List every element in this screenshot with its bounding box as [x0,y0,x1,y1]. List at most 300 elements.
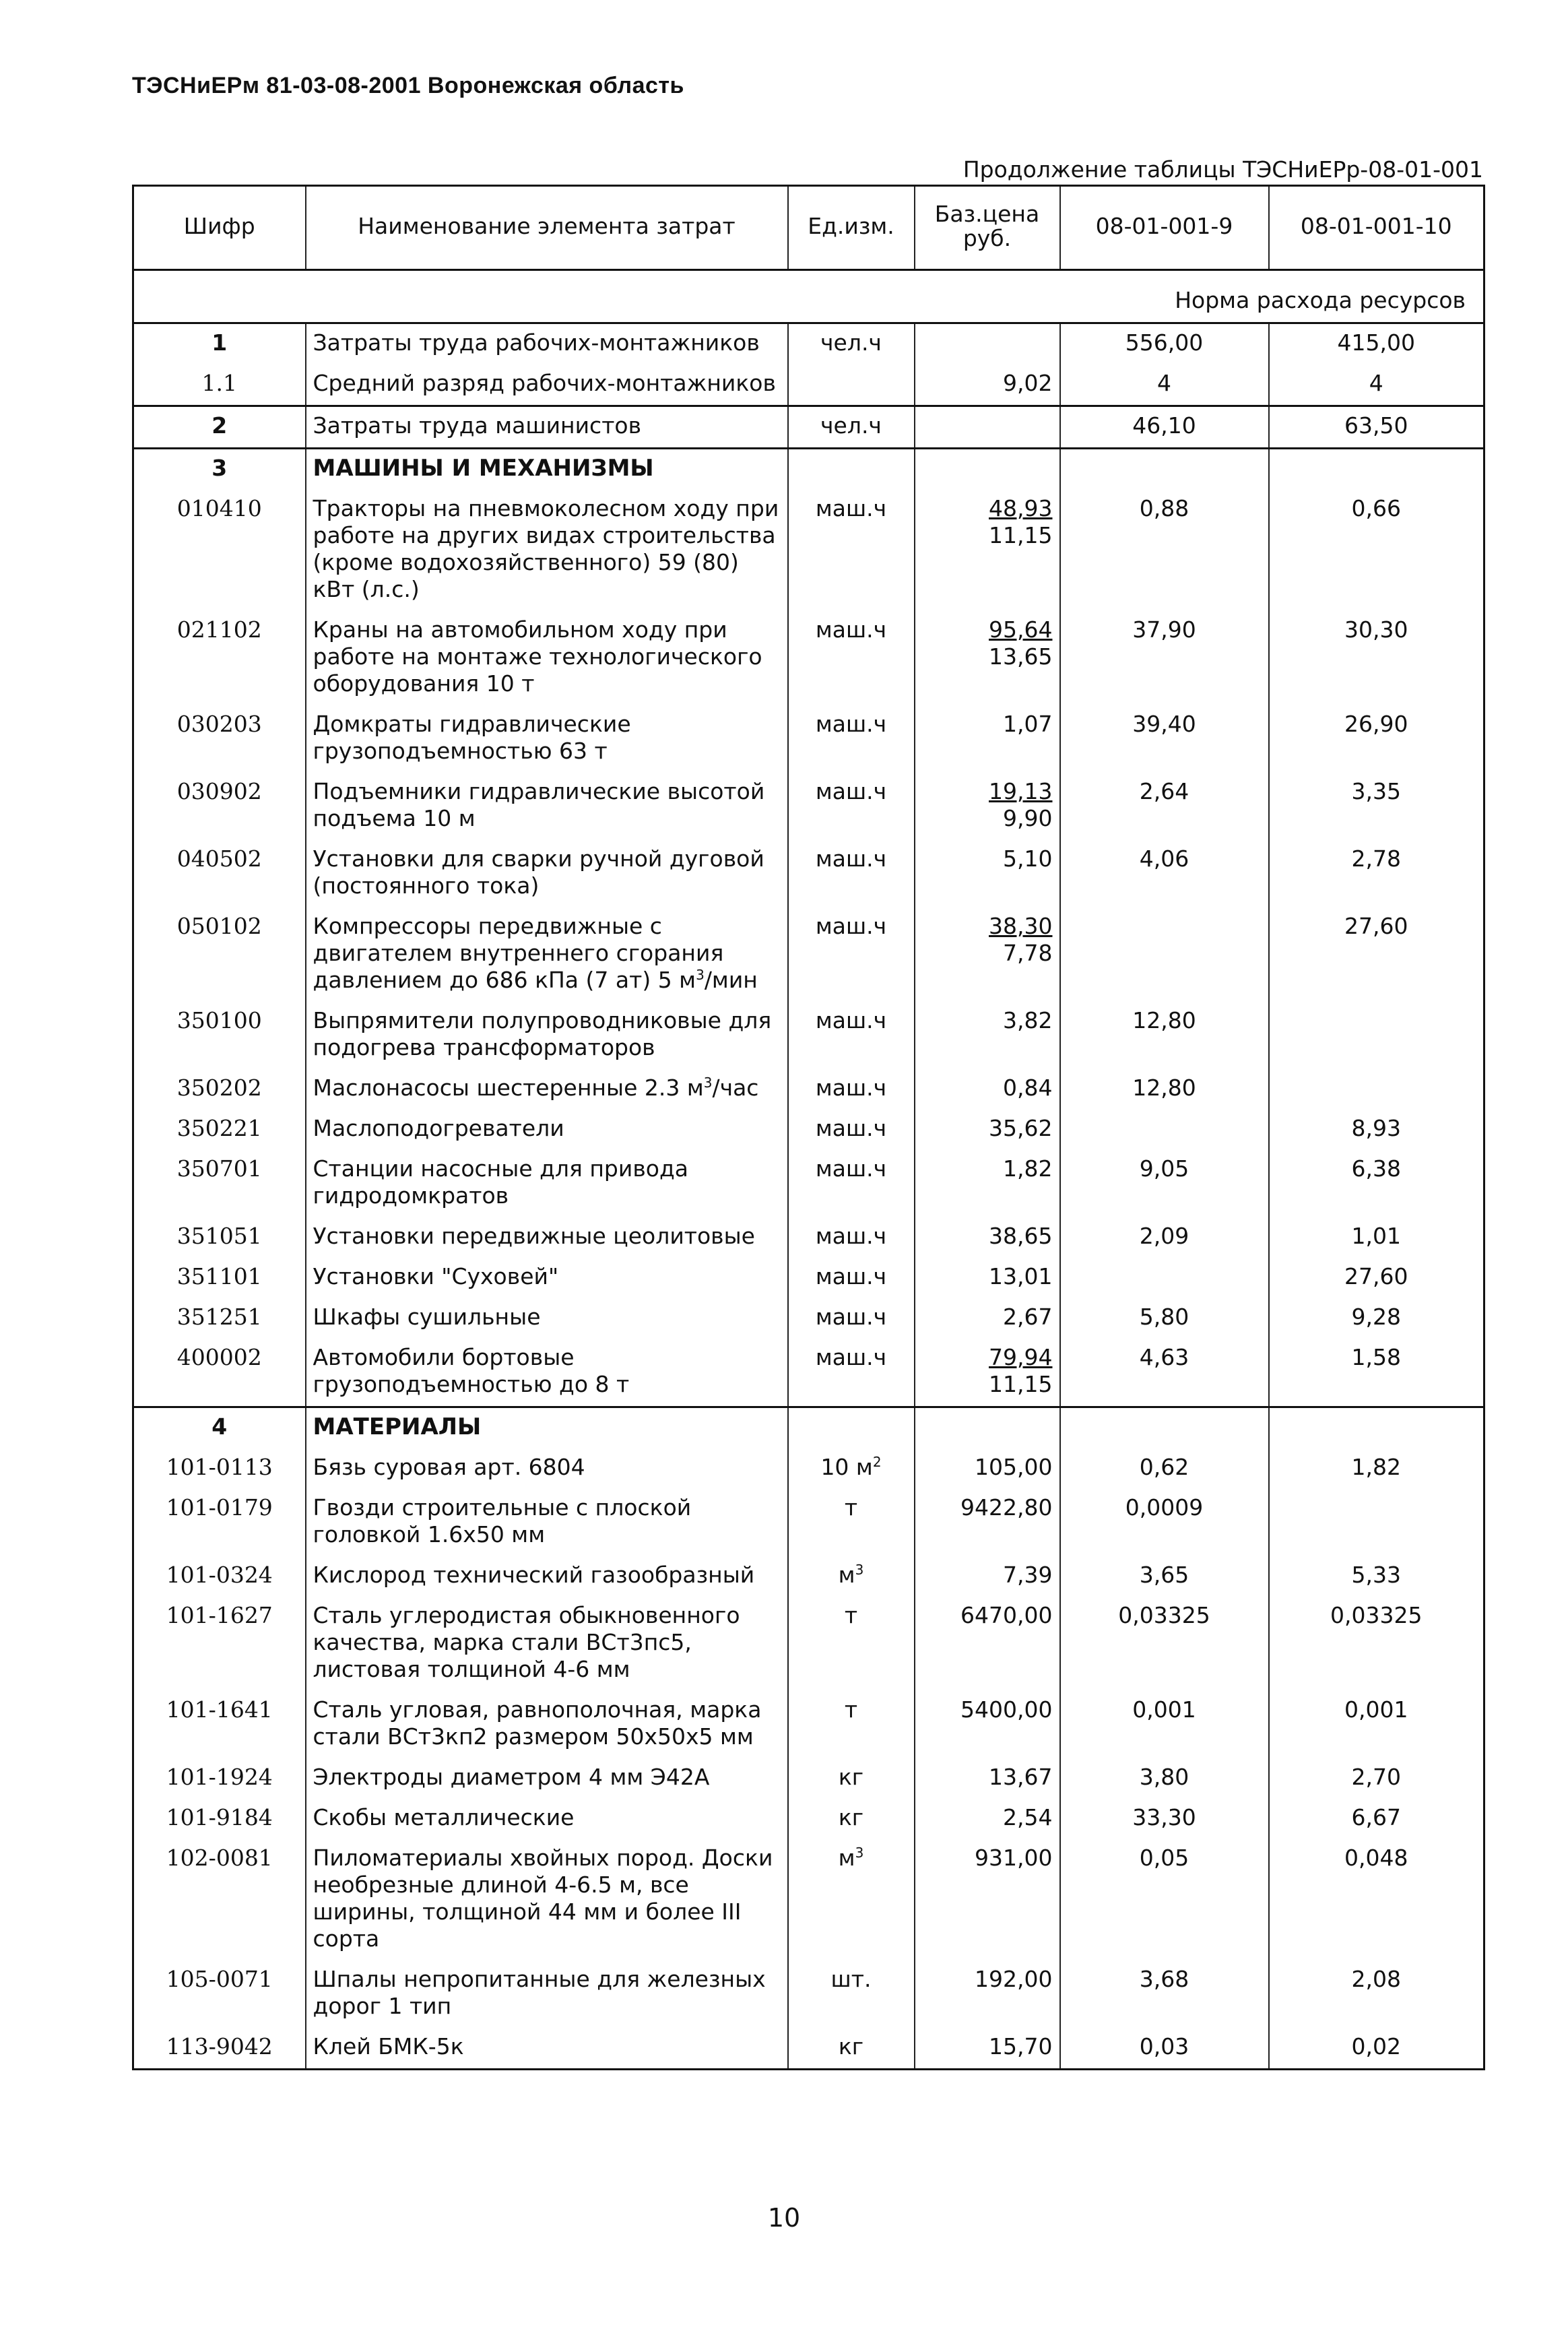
row-value-v1: 3,65 [1060,1556,1269,1597]
row-unit-text: маш.ч [815,1115,887,1141]
row-code: 050102 [176,913,262,939]
norm-row [133,270,1484,323]
row-unit-sup: 2 [872,1454,882,1470]
row-name [306,1556,788,1597]
table-row [133,1556,1484,1597]
row-price [915,364,1060,406]
row-price-value: 2,67 [1003,1304,1053,1330]
row-name [306,1407,788,1449]
row-value-v2: 4 [1269,364,1484,406]
row-price-value: 38,30 [989,913,1053,939]
row-unit [788,1758,915,1799]
row-price-value: 38,65 [989,1223,1053,1249]
row-price [915,1799,1060,1839]
row-name-text: Электроды диаметром 4 мм Э42А [313,1764,710,1790]
row-unit [788,1258,915,1298]
row-code: 010410 [176,495,262,521]
row-price-value: 0,84 [1003,1075,1053,1101]
row-value-v2: 415,00 [1269,323,1484,365]
row-code: 102-0081 [166,1845,273,1871]
row-value-v2: 5,33 [1269,1556,1484,1597]
row-value-v1: 0,001 [1060,1691,1269,1758]
row-price [915,1069,1060,1110]
row-value-v2: 1,01 [1269,1217,1484,1258]
row-price-secondary: 9,90 [1003,805,1053,831]
row-value-v2: 8,93 [1269,1110,1484,1150]
row-price-value: 95,64 [989,616,1053,643]
row-unit [788,1002,915,1069]
row-name [306,406,788,449]
row-price-value: 5,10 [1003,846,1053,872]
row-unit-text: маш.ч [815,616,887,643]
row-value-v1: 4 [1060,364,1269,406]
row-unit-text: кг [838,2033,864,2060]
row-code: 105-0071 [166,1966,273,1992]
table-row [133,323,1484,365]
row-value-v2: 0,03325 [1269,1597,1484,1691]
row-price-secondary: 11,15 [989,522,1053,548]
row-code: 040502 [176,846,262,872]
row-price-value: 7,39 [1003,1562,1053,1588]
row-price [915,1758,1060,1799]
row-value-v1: 0,0009 [1060,1489,1269,1556]
row-unit [788,1339,915,1407]
row-unit-text: маш.ч [815,846,887,872]
row-unit [788,449,915,490]
table-row [133,2028,1484,2070]
row-name [306,2028,788,2070]
row-price-value: 19,13 [989,778,1053,804]
row-price [915,1002,1060,1069]
header-v2: 08-01-001-10 [1269,186,1484,270]
row-value-v1 [1060,907,1269,1002]
table-row [133,1691,1484,1758]
row-name [306,1960,788,2028]
row-value-v1: 46,10 [1060,406,1269,449]
row-name-text: Шкафы сушильные [313,1304,541,1330]
row-price [915,1150,1060,1217]
row-unit-text: чел.ч [820,329,882,356]
row-code: 101-1627 [166,1602,273,1628]
row-name-text: Шпалы непропитанные для железных дорог 1 тип [313,1966,766,2019]
table-row [133,1339,1484,1407]
row-price-secondary: 7,78 [1003,940,1053,966]
row-price [915,907,1060,1002]
row-price-value: 1,82 [1003,1155,1053,1182]
row-name-text: Сталь угловая, равнополочная, марка стали ВСт3кп2 размером 50х50х5 мм [313,1696,762,1750]
row-price-value: 13,01 [989,1263,1053,1289]
row-price-secondary: 13,65 [989,643,1053,670]
row-unit-sup: 3 [855,1845,864,1861]
row-name-text: Домкраты гидравлические грузоподъемностью 63 т [313,711,631,764]
row-value-v2: 1,82 [1269,1448,1484,1489]
row-unit-text: шт. [830,1966,872,1992]
row-name [306,1002,788,1069]
row-value-v1: 12,80 [1060,1069,1269,1110]
row-name-text: Средний разряд рабочих-монтажников [313,370,776,396]
row-value-v1: 9,05 [1060,1150,1269,1217]
table-row [133,773,1484,840]
row-code: 101-0179 [166,1494,273,1521]
row-unit [788,1298,915,1339]
row-name-text: Подъемники гидравлические высотой подъема 10 м [313,778,765,831]
row-name-tail: /час [712,1075,759,1101]
row-price [915,773,1060,840]
row-unit [788,840,915,907]
row-value-v1: 556,00 [1060,323,1269,365]
row-code: 030203 [176,711,262,737]
row-value-v1: 2,09 [1060,1217,1269,1258]
row-name [306,773,788,840]
row-code: 400002 [176,1344,262,1370]
row-name-sup: 3 [703,1075,713,1091]
row-name [306,1298,788,1339]
row-name-text: Клей БМК-5к [313,2033,464,2060]
row-price [915,1489,1060,1556]
row-value-v1: 39,40 [1060,705,1269,773]
row-value-v1: 4,06 [1060,840,1269,907]
row-price-value: 931,00 [975,1845,1053,1871]
row-value-v1: 37,90 [1060,611,1269,705]
row-value-v1: 5,80 [1060,1298,1269,1339]
row-name-text: Установки передвижные цеолитовые [313,1223,755,1249]
row-code: 3 [133,449,306,490]
row-price [915,1217,1060,1258]
row-unit-text: маш.ч [815,778,887,804]
header-unit: Ед.изм. [788,186,915,270]
row-value-v1 [1060,1407,1269,1449]
row-name-text: Выпрямители полупроводниковые для подогрева трансформаторов [313,1007,772,1060]
row-code: 350202 [176,1075,262,1101]
row-price [915,323,1060,365]
row-code: 351101 [176,1263,262,1289]
row-unit [788,364,915,406]
row-value-v1: 0,03 [1060,2028,1269,2070]
row-price-value: 9422,80 [960,1494,1053,1521]
table-row [133,1758,1484,1799]
table-row [133,364,1484,406]
row-price-value: 35,62 [989,1115,1053,1141]
row-price [915,1597,1060,1691]
row-code: 4 [133,1407,306,1449]
table-row [133,705,1484,773]
table-row [133,1597,1484,1691]
row-name [306,1489,788,1556]
row-unit [788,1448,915,1489]
row-name [306,611,788,705]
row-code: 350221 [176,1115,262,1141]
row-name-tail: /мин [704,967,758,993]
table-row [133,1150,1484,1217]
row-value-v1: 0,88 [1060,490,1269,611]
row-price-value: 48,93 [989,495,1053,521]
row-name [306,1110,788,1150]
row-unit-text: маш.ч [815,1304,887,1330]
row-price [915,406,1060,449]
row-value-v1 [1060,449,1269,490]
row-value-v2: 1,58 [1269,1339,1484,1407]
row-name-text: Тракторы на пневмоколесном ходу при работе на других видах строительства (кроме водохозяйственного) 59 (80) кВт (л.с.) [313,495,779,602]
row-name-text: Гвозди строительные с плоской головкой 1.6х50 мм [313,1494,692,1548]
row-value-v2: 6,67 [1269,1799,1484,1839]
row-code: 021102 [176,616,262,643]
row-price-value: 79,94 [989,1344,1053,1370]
row-unit-text: чел.ч [820,412,882,439]
row-price [915,1407,1060,1449]
row-name [306,490,788,611]
row-price-value: 15,70 [989,2033,1053,2060]
row-name [306,705,788,773]
row-code: 101-0324 [166,1562,273,1588]
row-unit-text: маш.ч [815,913,887,939]
row-name-text: Пиломатериалы хвойных пород. Доски необрезные длиной 4-6.5 м, все ширины, толщиной 44 мм и более III сорта [313,1845,773,1952]
row-unit [788,1839,915,1960]
row-name-sup: 3 [696,967,705,983]
row-value-v2 [1269,1002,1484,1069]
row-code: 351251 [176,1304,262,1330]
row-unit [788,1691,915,1758]
row-value-v1: 0,62 [1060,1448,1269,1489]
row-name [306,1339,788,1407]
row-value-v2: 3,35 [1269,773,1484,840]
row-code: 101-9184 [166,1804,273,1830]
row-price [915,840,1060,907]
row-price [915,2028,1060,2070]
row-unit-text: маш.ч [815,1075,887,1101]
row-unit-text: маш.ч [815,1344,887,1370]
table-row [133,1298,1484,1339]
row-price [915,1339,1060,1407]
table-row [133,406,1484,449]
row-price [915,1258,1060,1298]
row-value-v2: 0,66 [1269,490,1484,611]
row-price [915,490,1060,611]
row-value-v2: 27,60 [1269,1258,1484,1298]
row-unit-text: т [844,1696,858,1723]
page-number: 10 [767,2203,801,2233]
row-name-text: Сталь углеродистая обыкновенного качества, марка стали ВСт3пс5, листовая толщиной 4-6 мм [313,1602,740,1682]
row-name-text: Бязь суровая арт. 6804 [313,1454,585,1480]
row-value-v2: 0,001 [1269,1691,1484,1758]
table-row [133,490,1484,611]
table-row [133,1217,1484,1258]
row-unit-text: маш.ч [815,1155,887,1182]
row-name [306,1597,788,1691]
row-value-v1: 33,30 [1060,1799,1269,1839]
row-name-text: Станции насосные для привода гидродомкратов [313,1155,689,1209]
section-row [133,449,1484,490]
row-value-v1: 0,05 [1060,1839,1269,1960]
table-row [133,611,1484,705]
row-price-value: 2,54 [1003,1804,1053,1830]
row-unit-text: 10 м [820,1454,873,1480]
row-value-v1: 3,68 [1060,1960,1269,2028]
table-row [133,1069,1484,1110]
row-value-v2: 27,60 [1269,907,1484,1002]
row-name-text: Затраты труда машинистов [313,412,642,439]
row-value-v2: 2,78 [1269,840,1484,907]
document-header: ТЭСНиЕРм 81-03-08-2001 Воронежская область [132,73,684,98]
row-value-v2: 30,30 [1269,611,1484,705]
row-value-v1: 2,64 [1060,773,1269,840]
table-continuation-title: Продолжение таблицы ТЭСНиЕРр-08-01-001 [962,156,1483,183]
row-value-v1 [1060,1110,1269,1150]
row-name-text: Затраты труда рабочих-монтажников [313,329,760,356]
row-price-value: 13,67 [989,1764,1053,1790]
header-name: Наименование элемента затрат [306,186,788,270]
table-row [133,840,1484,907]
row-value-v2 [1269,1069,1484,1110]
row-code: 2 [133,406,306,449]
row-price [915,1691,1060,1758]
row-price-value: 5400,00 [960,1696,1053,1723]
row-price [915,1110,1060,1150]
row-unit [788,611,915,705]
row-name-text: Автомобили бортовые грузоподъемностью до 8 т [313,1344,630,1397]
row-unit-text: маш.ч [815,1263,887,1289]
row-unit [788,705,915,773]
row-unit [788,1489,915,1556]
resource-table [132,185,1485,2070]
row-unit-text: т [844,1494,858,1521]
row-name [306,323,788,365]
row-price [915,705,1060,773]
row-price-value: 1,07 [1003,711,1053,737]
header-price: Баз.цена руб. [915,186,1060,270]
row-value-v2: 6,38 [1269,1150,1484,1217]
row-code: 1 [133,323,306,365]
row-value-v2: 0,02 [1269,2028,1484,2070]
row-unit-sup: 3 [855,1562,864,1578]
row-price-value: 192,00 [975,1966,1053,1992]
row-value-v2 [1269,1407,1484,1449]
row-code: 101-1641 [166,1696,273,1723]
row-value-v2: 63,50 [1269,406,1484,449]
row-price [915,1556,1060,1597]
table-row [133,1960,1484,2028]
row-value-v2: 0,048 [1269,1839,1484,1960]
row-name [306,1448,788,1489]
row-name [306,449,788,490]
table-row [133,907,1484,1002]
row-price-value: 9,02 [1003,370,1053,396]
table-row [133,1448,1484,1489]
row-unit [788,490,915,611]
row-code: 1.1 [201,370,237,396]
row-unit [788,773,915,840]
row-price-secondary: 11,15 [989,1371,1053,1397]
row-name-text: Кислород технический газообразный [313,1562,755,1588]
row-name-text: Установки "Суховей" [313,1263,559,1289]
row-name [306,1799,788,1839]
row-code: 101-0113 [166,1454,273,1480]
row-unit [788,1556,915,1597]
row-value-v1: 3,80 [1060,1758,1269,1799]
row-code: 101-1924 [166,1764,273,1790]
row-name [306,1691,788,1758]
row-unit [788,1110,915,1150]
row-unit [788,907,915,1002]
row-price-value: 3,82 [1003,1007,1053,1033]
row-name-text: Краны на автомобильном ходу при работе на монтаже технологического оборудования 10 т [313,616,762,697]
table-row [133,1258,1484,1298]
row-code: 351051 [176,1223,262,1249]
row-name [306,1258,788,1298]
row-unit [788,406,915,449]
row-unit [788,1407,915,1449]
row-price [915,1298,1060,1339]
row-value-v2 [1269,449,1484,490]
row-unit-text: кг [838,1804,864,1830]
row-name [306,840,788,907]
row-value-v2: 26,90 [1269,705,1484,773]
table-row [133,1799,1484,1839]
row-name-text: МАШИНЫ И МЕХАНИЗМЫ [313,455,654,482]
row-code: 350701 [176,1155,262,1182]
row-name-text: Маслонасосы шестеренные 2.3 м [313,1075,704,1101]
row-unit-text: маш.ч [815,1223,887,1249]
section-row [133,1407,1484,1449]
row-price [915,611,1060,705]
row-value-v2: 2,70 [1269,1758,1484,1799]
row-name [306,1758,788,1799]
row-name-text: МАТЕРИАЛЫ [313,1413,482,1440]
row-price [915,1448,1060,1489]
row-price-value: 105,00 [975,1454,1053,1480]
row-price [915,449,1060,490]
row-code: 350100 [176,1007,262,1033]
row-name-text: Компрессоры передвижные с двигателем внутреннего сгорания давлением до 686 кПа (7 ат) 5 м [313,913,724,993]
row-code: 113-9042 [166,2033,273,2060]
header-code: Шифр [133,186,306,270]
row-name-text: Скобы металлические [313,1804,575,1830]
table-row [133,1110,1484,1150]
row-value-v2 [1269,1489,1484,1556]
row-unit-text: т [844,1602,858,1628]
row-value-v2: 2,08 [1269,1960,1484,2028]
norm-label: Норма расхода ресурсов [133,270,1484,323]
row-unit [788,323,915,365]
row-name [306,1839,788,1960]
row-value-v1: 12,80 [1060,1002,1269,1069]
row-code: 030902 [176,778,262,804]
row-value-v1 [1060,1258,1269,1298]
row-unit-text: маш.ч [815,711,887,737]
row-unit [788,1799,915,1839]
row-name [306,1217,788,1258]
table-row [133,1839,1484,1960]
row-unit [788,1069,915,1110]
row-unit-text: маш.ч [815,1007,887,1033]
row-value-v1: 4,63 [1060,1339,1269,1407]
row-unit [788,2028,915,2070]
row-value-v2: 9,28 [1269,1298,1484,1339]
row-name-text: Установки для сварки ручной дуговой (постоянного тока) [313,846,764,899]
row-unit [788,1597,915,1691]
row-price [915,1839,1060,1960]
row-price [915,1960,1060,2028]
table-header-row [133,186,1484,270]
row-unit-text: кг [838,1764,864,1790]
row-unit-text: м [838,1562,855,1588]
table-row [133,1489,1484,1556]
row-unit [788,1217,915,1258]
table-row [133,1002,1484,1069]
header-v1: 08-01-001-9 [1060,186,1269,270]
row-unit [788,1960,915,2028]
row-price-value: 6470,00 [960,1602,1053,1628]
row-name [306,364,788,406]
